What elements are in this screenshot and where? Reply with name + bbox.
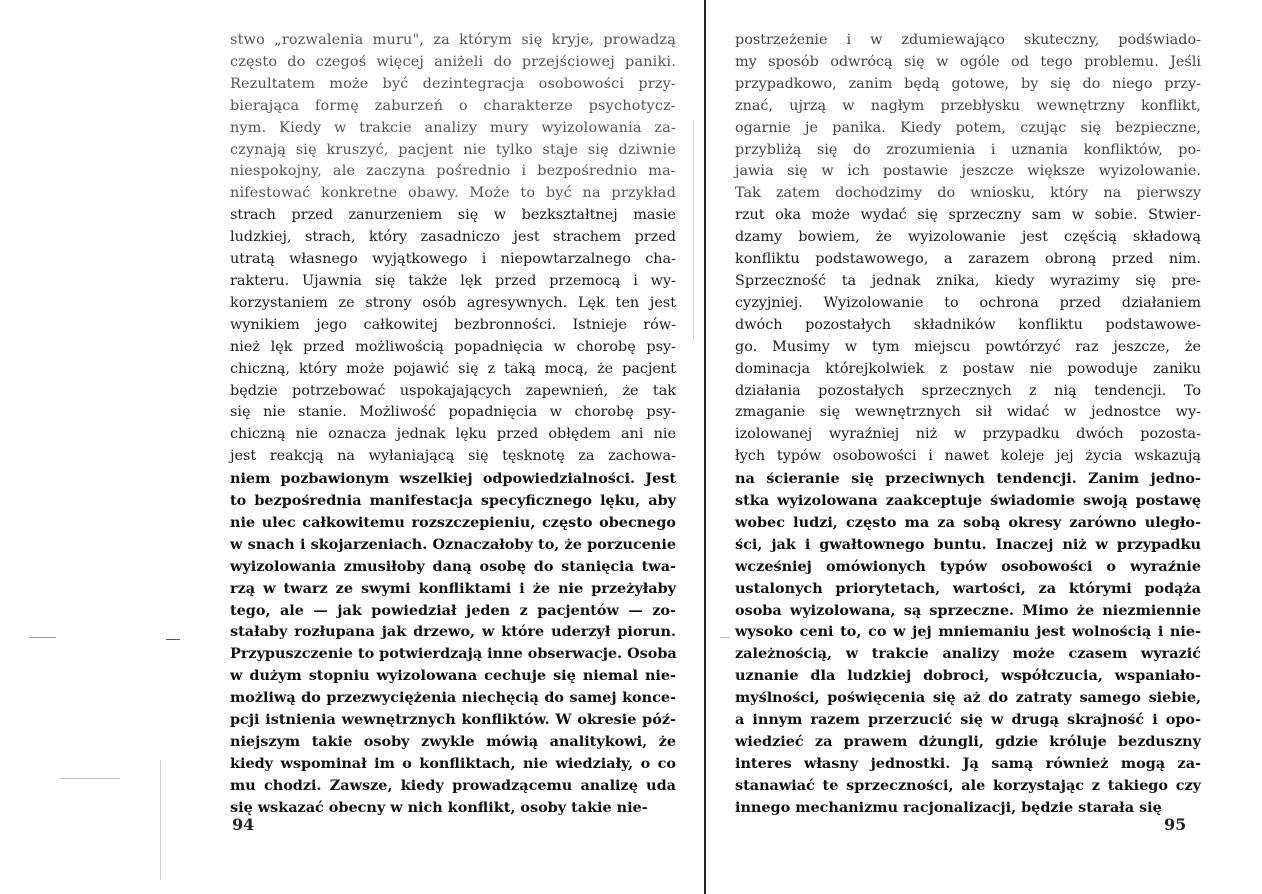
left-page-line: niem pozbawionym wszelkiej odpowiedzialności. Jest (230, 470, 676, 488)
right-page-line: osoba wyizolowana, są sprzeczne. Mimo że niezmiennie (735, 601, 1201, 619)
left-page-line: Rezultatem może być dezintegracja osobowości przy- (230, 75, 676, 92)
right-page-line: łych typów osobowości i nawet koleje jej życia wskazują (735, 448, 1201, 465)
left-page-line: w snach i skojarzeniach. Oznaczałoby to, że porzucenie (230, 535, 676, 553)
right-page-line: ści, jak i gwałtownego buntu. Inaczej niż w przypadku (735, 535, 1201, 553)
right-page-line: przybliżą się do zrozumienia i uznania konfliktów, po- (735, 141, 1201, 158)
left-page-line: chiczną, który może pojawić się z taką mocą, że pacjent (230, 360, 676, 377)
scan-artifact (30, 637, 56, 638)
book-gutter (704, 0, 706, 894)
right-page-line: dwóch pozostałych składników konfliktu podstawowe- (735, 316, 1201, 333)
left-page-line: bierająca formę zaburzeń o charakterze psychotycz- (230, 97, 676, 114)
right-page-line: dzamy bowiem, że wyizolowanie jest częścią składową (735, 229, 1201, 246)
left-page-line: jest reakcją na wyłaniającą się tęsknotę za zachowa- (230, 448, 676, 465)
left-page-line: Przypuszczenie to potwierdzają inne obserwacje. Osoba (230, 645, 677, 663)
right-page-line: Tak zatem dochodzimy do wniosku, który na pierwszy (735, 185, 1201, 202)
right-page-line: jawia się w ich postawie jeszcze większe wyizolowanie. (735, 163, 1201, 180)
left-page-line: się wskazać obecny w nich konflikt, osoby takie nie- (230, 798, 648, 816)
left-page-line: kiedy wspominał im o konfliktach, nie wiedziały, o co (230, 754, 676, 772)
scan-artifact (166, 639, 180, 640)
right-page-line: wysoko ceni to, co w jej mniemaniu jest wolnością i nie- (735, 623, 1201, 641)
scan-artifact (693, 120, 694, 340)
right-page-line: innego mechanizmu racjonalizacji, będzie starała się (735, 798, 1162, 816)
left-page-line: chiczną nie oznacza jednak lęku przed obłędem ani nie (230, 426, 676, 443)
left-page-line: rakteru. Ujawnia się także lęk przed przemocą i wy- (230, 272, 676, 289)
left-page-line: korzystaniem ze strony osób agresywnych. Lęk ten jest (230, 294, 676, 311)
left-page-line: tego, ale — jak powiedział jeden z pacjentów — zo- (230, 601, 676, 619)
left-page-line: pcji istnienia wewnętrznych konfliktów. W okresie póź- (230, 711, 676, 729)
scan-artifact (60, 778, 120, 779)
right-page-line: cyzyjniej. Wyizolowanie to ochrona przed działaniem (735, 294, 1201, 311)
right-page-line: zmaganie się wewnętrznych sił widać w jednostce wy- (735, 404, 1201, 421)
right-page-line: izolowanej wyraźniej niż w przypadku dwóch pozosta- (735, 426, 1201, 443)
right-page-line: stanawiać te sprzeczności, ale korzystając z takiego czy (735, 776, 1201, 794)
right-page-line: stka wyizolowana zaakceptuje świadomie swoją postawę (735, 492, 1201, 510)
left-page-line: możliwą do przezwyciężenia niechęcią do samej konce- (230, 689, 676, 707)
scan-artifact (160, 760, 161, 880)
right-page-line: dominacja którejkolwiek z postaw nie powoduje zaniku (735, 360, 1201, 377)
right-page-line: wiedzieć za prawem dżungli, gdzie króluje bezduszny (735, 733, 1201, 750)
left-page-line: ludzkiej, strach, który zasadniczo jest strachem przed (230, 229, 676, 246)
right-page-line: znać, ujrzą w nagłym przebłysku wewnętrzny konflikt, (735, 97, 1201, 114)
right-page-line: rzut oka może wydać się sprzeczny sam w sobie. Stwier- (735, 207, 1201, 224)
right-page-line: postrzeżenie i w zdumiewająco skuteczny, podświado- (735, 32, 1201, 48)
left-page-line: wynikiem jego całkowitej bezbronności. Istnieje rów- (230, 316, 676, 333)
left-page-line: nifestować konkretne obawy. Może to być na przykład (230, 185, 676, 202)
right-page-line: zależnością, w trakcie analizy może czasem wyrazić (735, 645, 1201, 663)
left-page-line: niejszym takie osoby zwykle mówią analitykowi, że (230, 733, 676, 750)
left-page-text (230, 30, 677, 816)
left-page-line: nym. Kiedy w trakcie analizy mury wyizolowania za- (230, 119, 676, 136)
right-page-line: wcześniej omówionych typów osobowości o wyraźnie (735, 557, 1201, 575)
left-page-line: strach przed zanurzeniem się w bezkształtnej masie (230, 207, 676, 224)
right-page-line: uznanie dla ludzkiej dobroci, współczucia, wspaniało- (735, 667, 1201, 685)
left-page-line: stałaby rozłupana jak drzewo, w które uderzył piorun. (230, 623, 676, 641)
left-page-line: stwo „rozwalenia muru", za którym się kryje, prowadzą (230, 32, 676, 48)
right-page-line: przypadkowo, zanim będą gotowe, by się do niego przy- (735, 75, 1201, 92)
left-page-line: rzą w twarz ze swymi konfliktami i że nie przeżyłaby (230, 579, 676, 597)
left-page-line: często do czegoś więcej aniżeli do przejściowej paniki. (230, 53, 676, 70)
right-page-text (735, 30, 1201, 816)
right-page-line: go. Musimy w tym miejscu powtórzyć raz jeszcze, że (735, 338, 1201, 355)
left-page-line: mu chodzi. Zawsze, kiedy prowadzącemu analizę uda (230, 776, 676, 794)
right-page-line: na ścieranie się przeciwnych tendencji. Zanim jedno- (735, 470, 1201, 488)
left-page-line: wyizolowania zmusiłoby daną osobę do stanięcia twa- (230, 557, 676, 575)
right-page-line: myślności, poświęcenia się aż do zatraty samego siebie, (735, 689, 1201, 707)
left-page-line: niespokojny, ale zaczyna pośrednio i bezpośrednio ma- (230, 163, 676, 180)
left-page-line: nież lęk przed możliwością popadnięcia w chorobę psy- (230, 338, 676, 355)
left-page-line: to bezpośrednia manifestacja specyficznego lęku, aby (230, 492, 676, 510)
right-page-line: wobec ludzi, często ma za sobą okresy zarówno uległo- (735, 513, 1201, 531)
right-page-number: 95 (1164, 815, 1187, 834)
right-page-line: my sposób odwrócą się w ogóle od tego problemu. Jeśli (735, 53, 1201, 70)
left-page-line: w dużym stopniu wyizolowana cechuje się niemal nie- (230, 667, 676, 685)
right-page-line: konfliktu podstawowego, a zarazem obroną przed nim. (735, 251, 1201, 268)
right-page-line: a innym razem przerzucić się w drugą skrajność i opo- (735, 711, 1201, 729)
left-page-line: będzie potrzebować uspokajających zapewnień, że tak (230, 382, 676, 399)
right-page-line: Sprzeczność ta jednak znika, kiedy wyrazimy się pre- (735, 272, 1201, 289)
right-page-line: działania pozostałych sprzecznych z nią tendencji. To (735, 382, 1201, 399)
left-page-line: utratą własnego wyjątkowego i niepowtarzalnego cha- (230, 251, 676, 268)
right-page-line: interes własny jednostki. Ją samą również mogą za- (735, 754, 1201, 772)
left-page-line: czynają się kruszyć, pacjent nie tylko staje się dziwnie (230, 141, 676, 158)
left-page-line: się nie stanie. Możliwość popadnięcia w chorobę psy- (230, 404, 676, 421)
right-page (708, 0, 1262, 894)
right-page-line: ogarnie je panika. Kiedy potem, czując się bezpieczne, (735, 119, 1201, 136)
right-page-line: ustalonych priorytetach, wartości, za którymi podąża (735, 579, 1201, 597)
scan-artifact (720, 637, 730, 638)
left-page-line: nie ulec całkowitemu rozszczepieniu, często obecnego (230, 513, 676, 531)
left-page-number: 94 (232, 815, 255, 834)
